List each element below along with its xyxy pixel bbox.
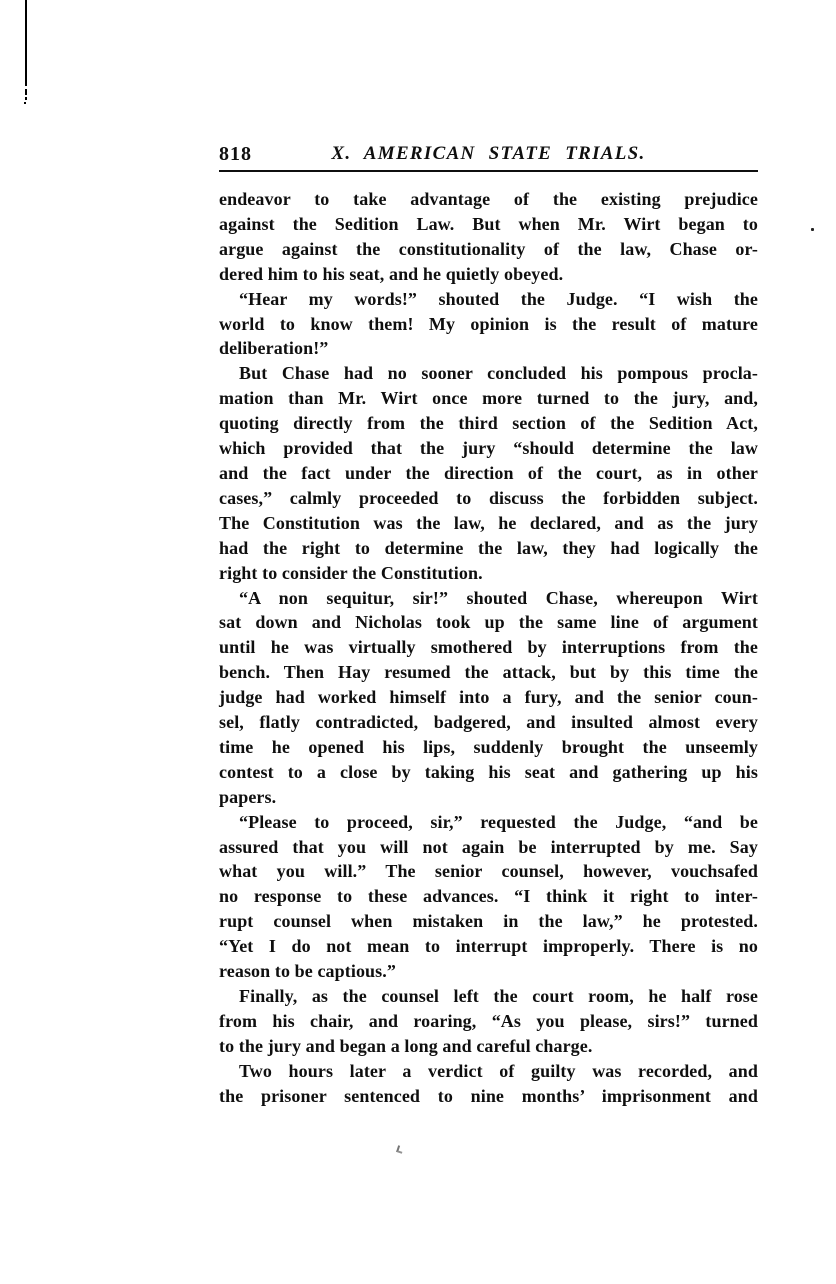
text-line: until he was virtually smothered by interruptions from the [219,637,758,658]
text-line: “Please to proceed, sir,” requested the Judge, “and be [239,811,758,832]
paragraph [219,586,758,810]
text-line: world to know them! My opinion is the result of mature [219,313,758,334]
text-line: endeavor to take advantage of the existing prejudice [219,189,758,209]
body-text [219,187,758,1109]
text-line: time he opened his lips, suddenly brought the unseemly [219,736,758,757]
paragraph [219,361,758,585]
text-line: Two hours later a verdict of guilty was recorded, and [239,1060,758,1081]
text-line: “Hear my words!” shouted the Judge. “I wish the [239,288,758,309]
paragraph [219,984,758,1059]
text-line: which provided that the jury “should determine the law [219,438,758,459]
text-line: against the Sedition Law. But when Mr. Wirt began to [219,213,758,234]
scan-artifact-dash [25,89,27,95]
text-line: right to consider the Constitution. [219,562,483,583]
text-line: and the fact under the direction of the court, as in other [219,462,758,483]
text-line: judge had worked himself into a fury, and the senior coun- [219,687,758,708]
text-line: argue against the constitutionality of the law, Chase or- [219,238,758,259]
text-line: papers. [219,786,277,807]
ink-speck [396,1145,404,1154]
text-line: mation than Mr. Wirt once more turned to the jury, and, [219,388,758,409]
text-line: had the right to determine the law, they had logically the [219,537,758,558]
text-line: reason to be captious.” [219,961,396,982]
text-line: bench. Then Hay resumed the attack, but by this time the [219,662,758,683]
text-line: contest to a close by taking his seat and gathering up his [219,761,758,782]
text-line: deliberation!” [219,338,329,359]
text-line: the prisoner sentenced to nine months’ imprisonment and [219,1085,758,1106]
text-line: rupt counsel when mistaken in the law,” he protested. [219,911,758,932]
paragraph [219,1059,758,1109]
page-number: 818 [219,143,252,165]
text-line: what you will.” The senior counsel, however, vouchsafed [219,861,758,882]
text-line: dered him to his seat, and he quietly obeyed. [219,263,564,284]
text-line: assured that you will not again be interrupted by me. Say [219,836,758,857]
text-line: to the jury and began a long and careful charge. [219,1035,593,1056]
page-header [219,142,758,172]
text-line: from his chair, and roaring, “As you please, sirs!” turned [219,1010,758,1031]
text-line: no response to these advances. “I think it right to inter- [219,886,758,907]
running-title: X. AMERICAN STATE TRIALS. [331,143,646,164]
text-line: sat down and Nicholas took up the same line of argument [219,612,758,633]
scan-artifact-dash [25,97,27,100]
text-line: cases,” calmly proceeded to discuss the forbidden subject. [219,487,758,508]
ink-speck [811,228,814,231]
text-line: Finally, as the counsel left the court room, he half rose [239,986,758,1006]
text-line: The Constitution was the law, he declared, and as the jury [219,512,758,533]
scan-artifact-dot [24,102,26,104]
text-line: quoting directly from the third section of the Sedition Act, [219,413,758,434]
text-line: “Yet I do not mean to interrupt improperly. There is no [219,936,758,957]
paragraph [219,810,758,984]
text-line: “A non sequitur, sir!” shouted Chase, whereupon Wirt [239,587,758,608]
paragraph [219,187,758,287]
scan-artifact-vertical-line [25,0,27,86]
text-line: sel, flatly contradicted, badgered, and insulted almost every [219,712,758,733]
text-line: But Chase had no sooner concluded his pompous procla- [239,363,758,384]
paragraph [219,287,758,362]
page-content [219,142,758,1109]
